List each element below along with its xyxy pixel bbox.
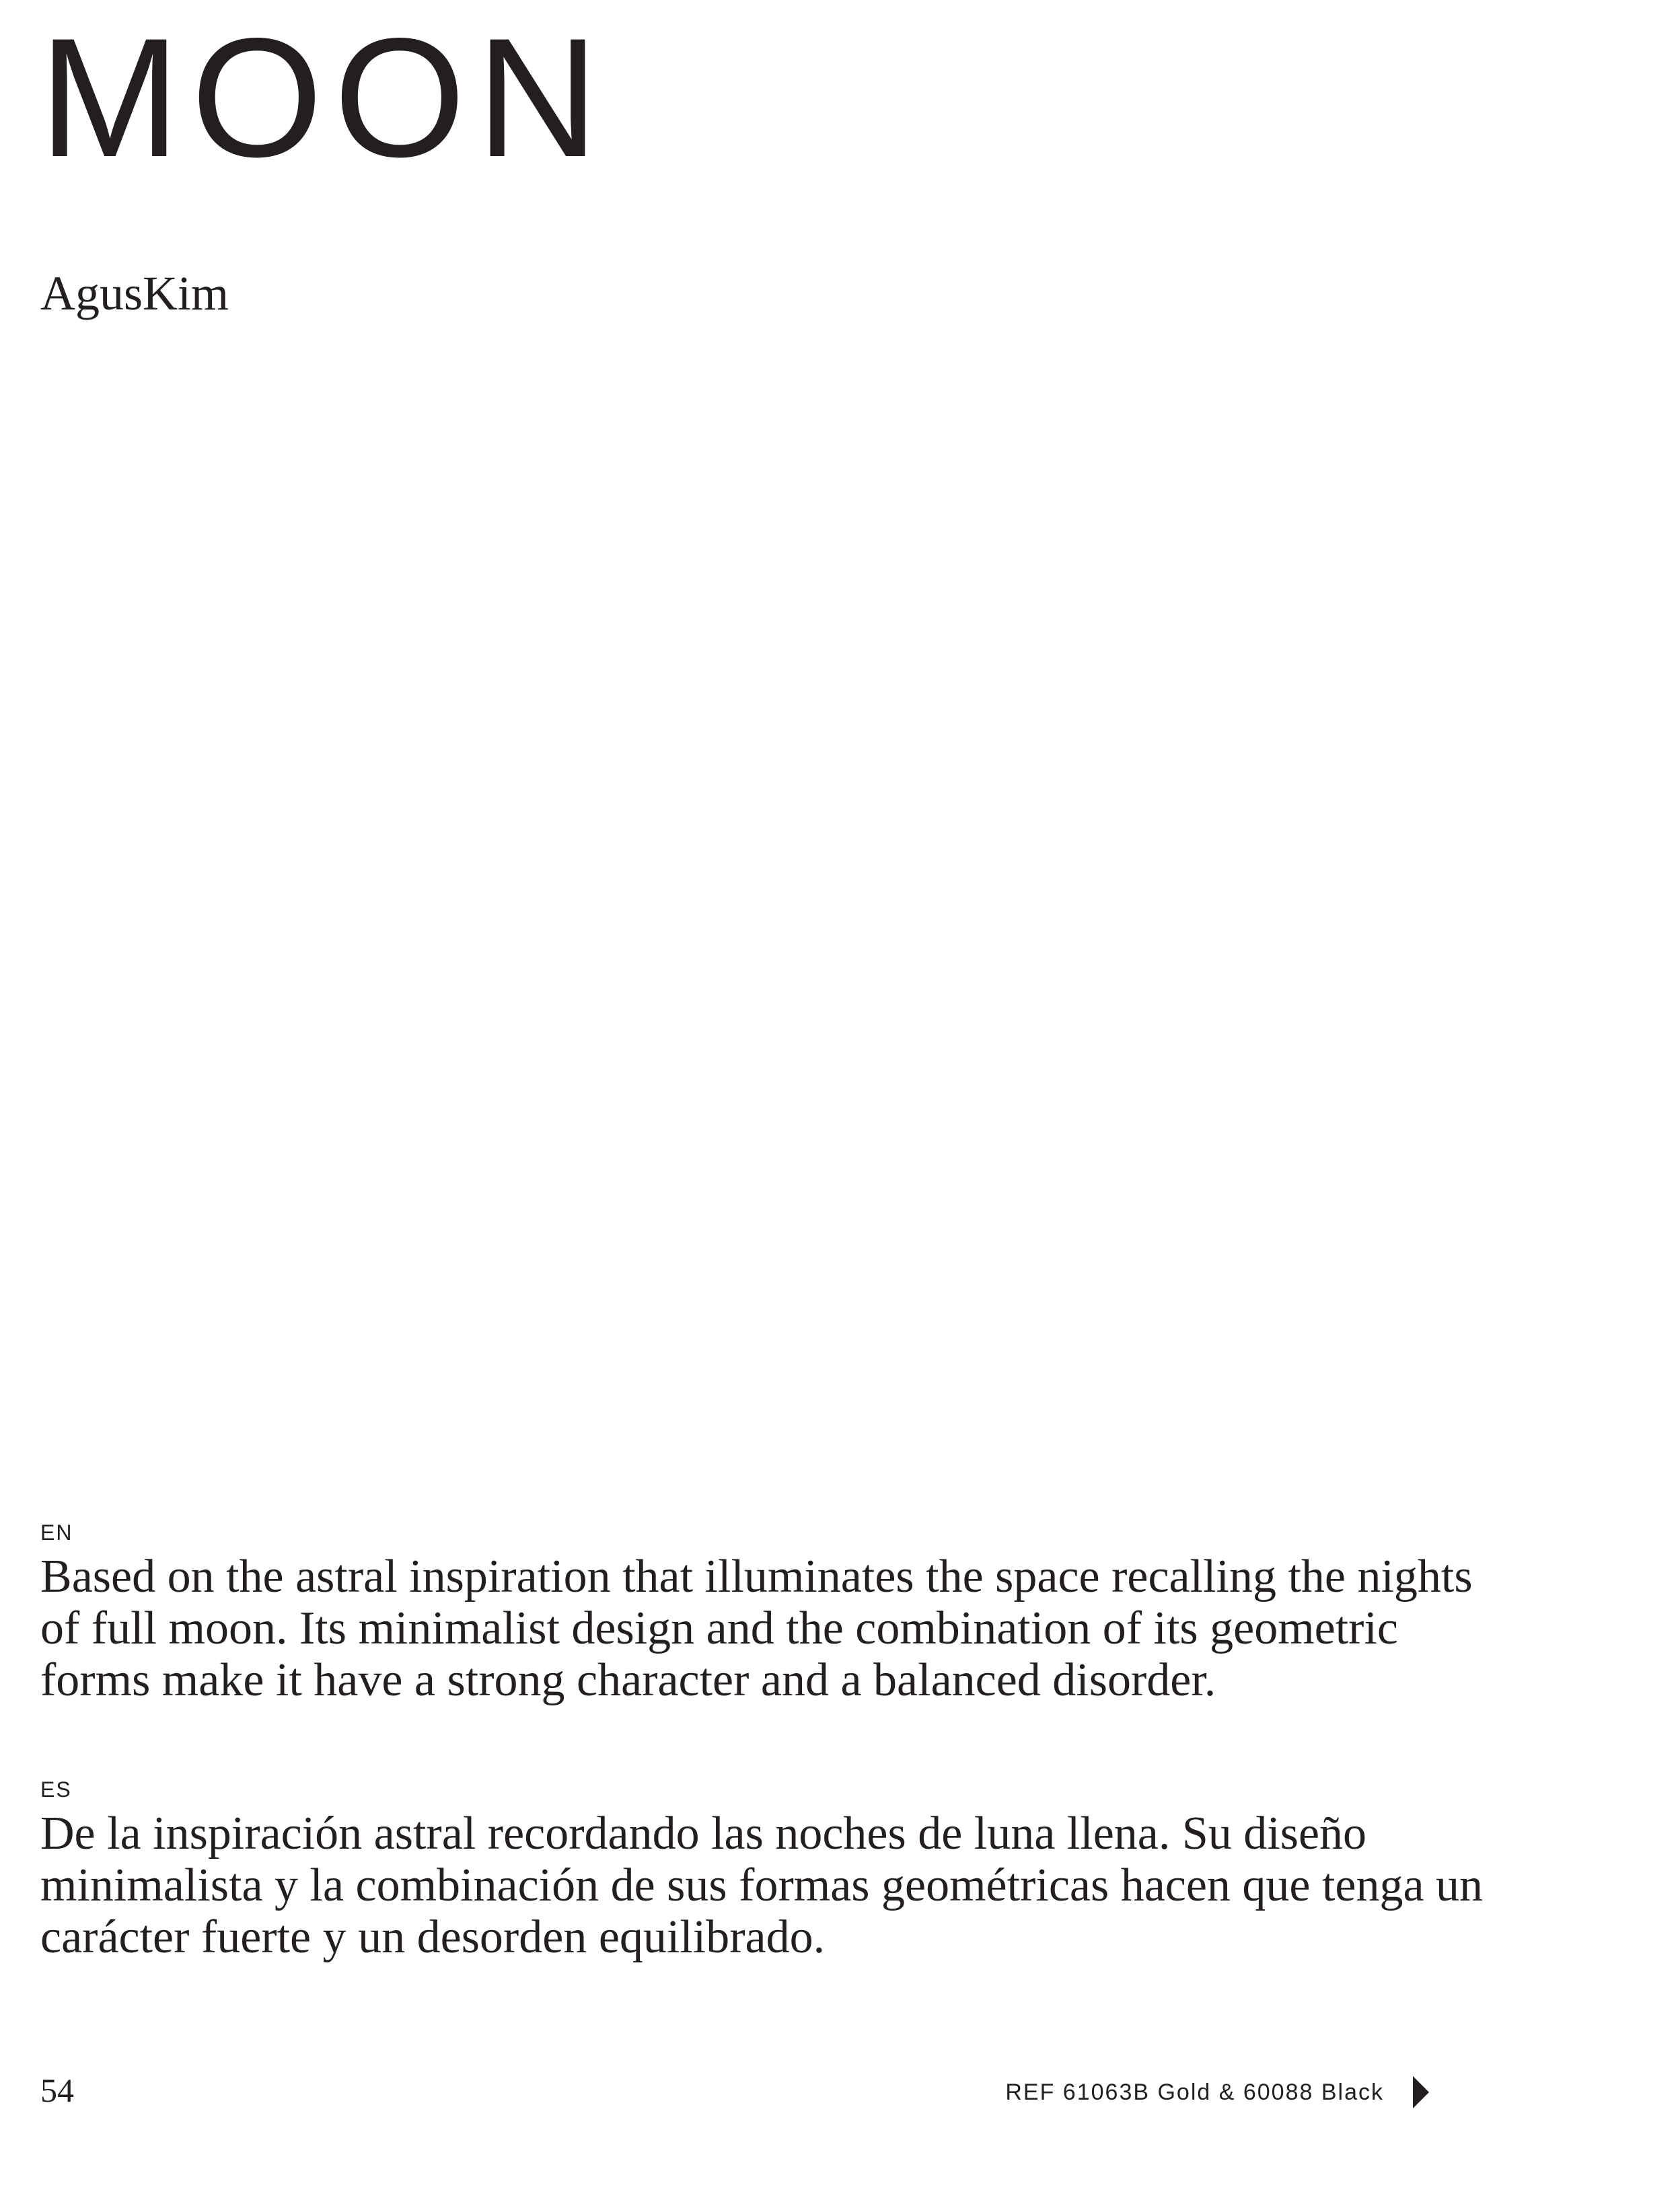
language-label-en: EN [40,1520,73,1545]
language-label-es: ES [40,1777,72,1802]
next-page-arrow-icon[interactable] [1413,2076,1429,2108]
product-reference: REF 61063B Gold & 60088 Black [1005,2079,1384,2105]
description-en: Based on the astral inspiration that illuminates the space recalling the nights of full moon. Its minimalist design and the combination of its geometric forms make it have a strong character and a balanced disorder. [40,1551,1473,1706]
designer-name: AgusKim [40,266,229,320]
page-number: 54 [40,2071,74,2109]
page-title: MOON [39,3,610,192]
description-es: De la inspiración astral recordando las noches de luna llena. Su diseño minimalista y la combinación de sus formas geométricas hacen que tenga un carácter fuerte y un desorden equilibrado. [40,1808,1484,1963]
